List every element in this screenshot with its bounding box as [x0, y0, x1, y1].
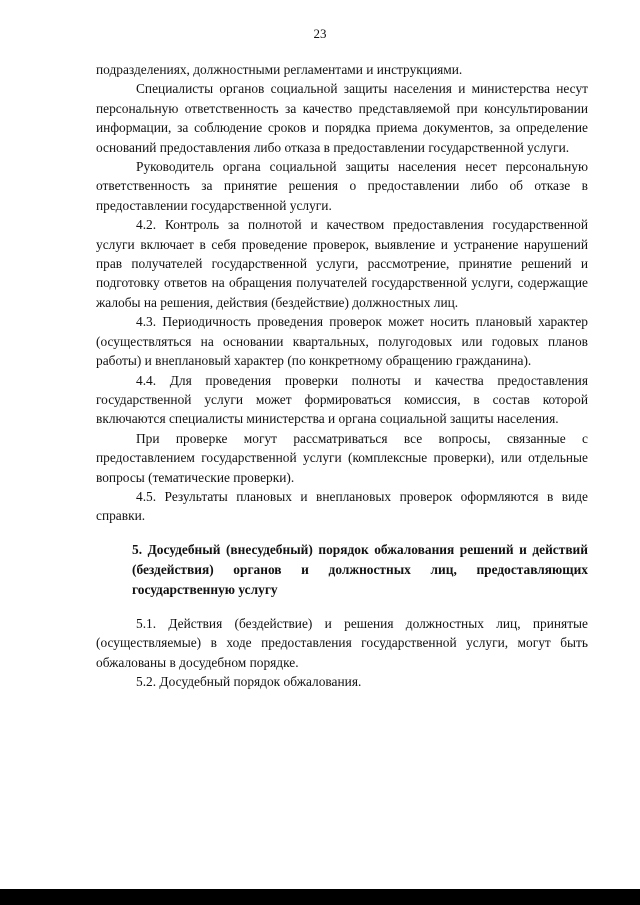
paragraph-continuation: подразделениях, должностными регламентами и инструкциями.: [96, 62, 463, 77]
scan-bottom-edge: [0, 889, 640, 905]
paragraph-4-3: 4.3. Периодичность проведения проверок может носить плановый характер (осуществляться на основании квартальных, полугодовых или годовых планов работы) и внеплановый характер (по конкретному обращению гражданина).: [96, 314, 588, 369]
paragraph-head-responsibility: Руководитель органа социальной защиты населения несет персональную ответственность за принятие решения о предоставлении либо об отказе в предоставлении государственной услуги.: [96, 159, 588, 213]
paragraph-4-2: 4.2. Контроль за полнотой и качеством предоставления государственной услуги включает в себя проведение проверок, выявление и устранение нарушений прав получателей государственной услуги, рассмотрение, принятие решений и подготовку ответов на обращения получателей государственной услуги, содержащие жалобы на решения, действия (бездействие) должностных лиц.: [96, 217, 588, 310]
paragraph-inspection-questions: При проверке могут рассматриваться все вопросы, связанные с предоставлением государственной услуги (комплексные проверки), или отдельные вопросы (тематические проверки).: [96, 430, 588, 485]
document-body: [96, 60, 588, 691]
paragraph-4-4: 4.4. Для проведения проверки полноты и качества предоставления государственной услуги может формироваться комиссия, в состав которой включаются специалисты министерства и органа социальной защиты населения.: [96, 372, 588, 427]
page-number: 23: [313, 26, 327, 41]
paragraph-4-5: 4.5. Результаты плановых и внеплановых проверок оформляются в виде справки.: [96, 488, 588, 524]
section-5-heading: 5. Досудебный (внесудебный) порядок обжалования решений и действий (бездействия) органов и должностных лиц, предоставляющих государственную услугу: [132, 541, 588, 597]
paragraph-5-2: 5.2. Досудебный порядок обжалования.: [136, 673, 362, 689]
paragraph-specialists-responsibility: Специалисты органов социальной защиты населения и министерства несут персональную ответственность за качество представляемой при консультировании информации, за соблюдение сроков и порядка приема документов, за определение оснований предоставления либо отказа в предоставлении государственной услуги.: [96, 81, 588, 155]
paragraph-5-1: 5.1. Действия (бездействие) и решения должностных лиц, принятые (осуществляемые) в ходе предоставления государственной услуги, могут быть обжалованы в досудебном порядке.: [96, 615, 588, 670]
